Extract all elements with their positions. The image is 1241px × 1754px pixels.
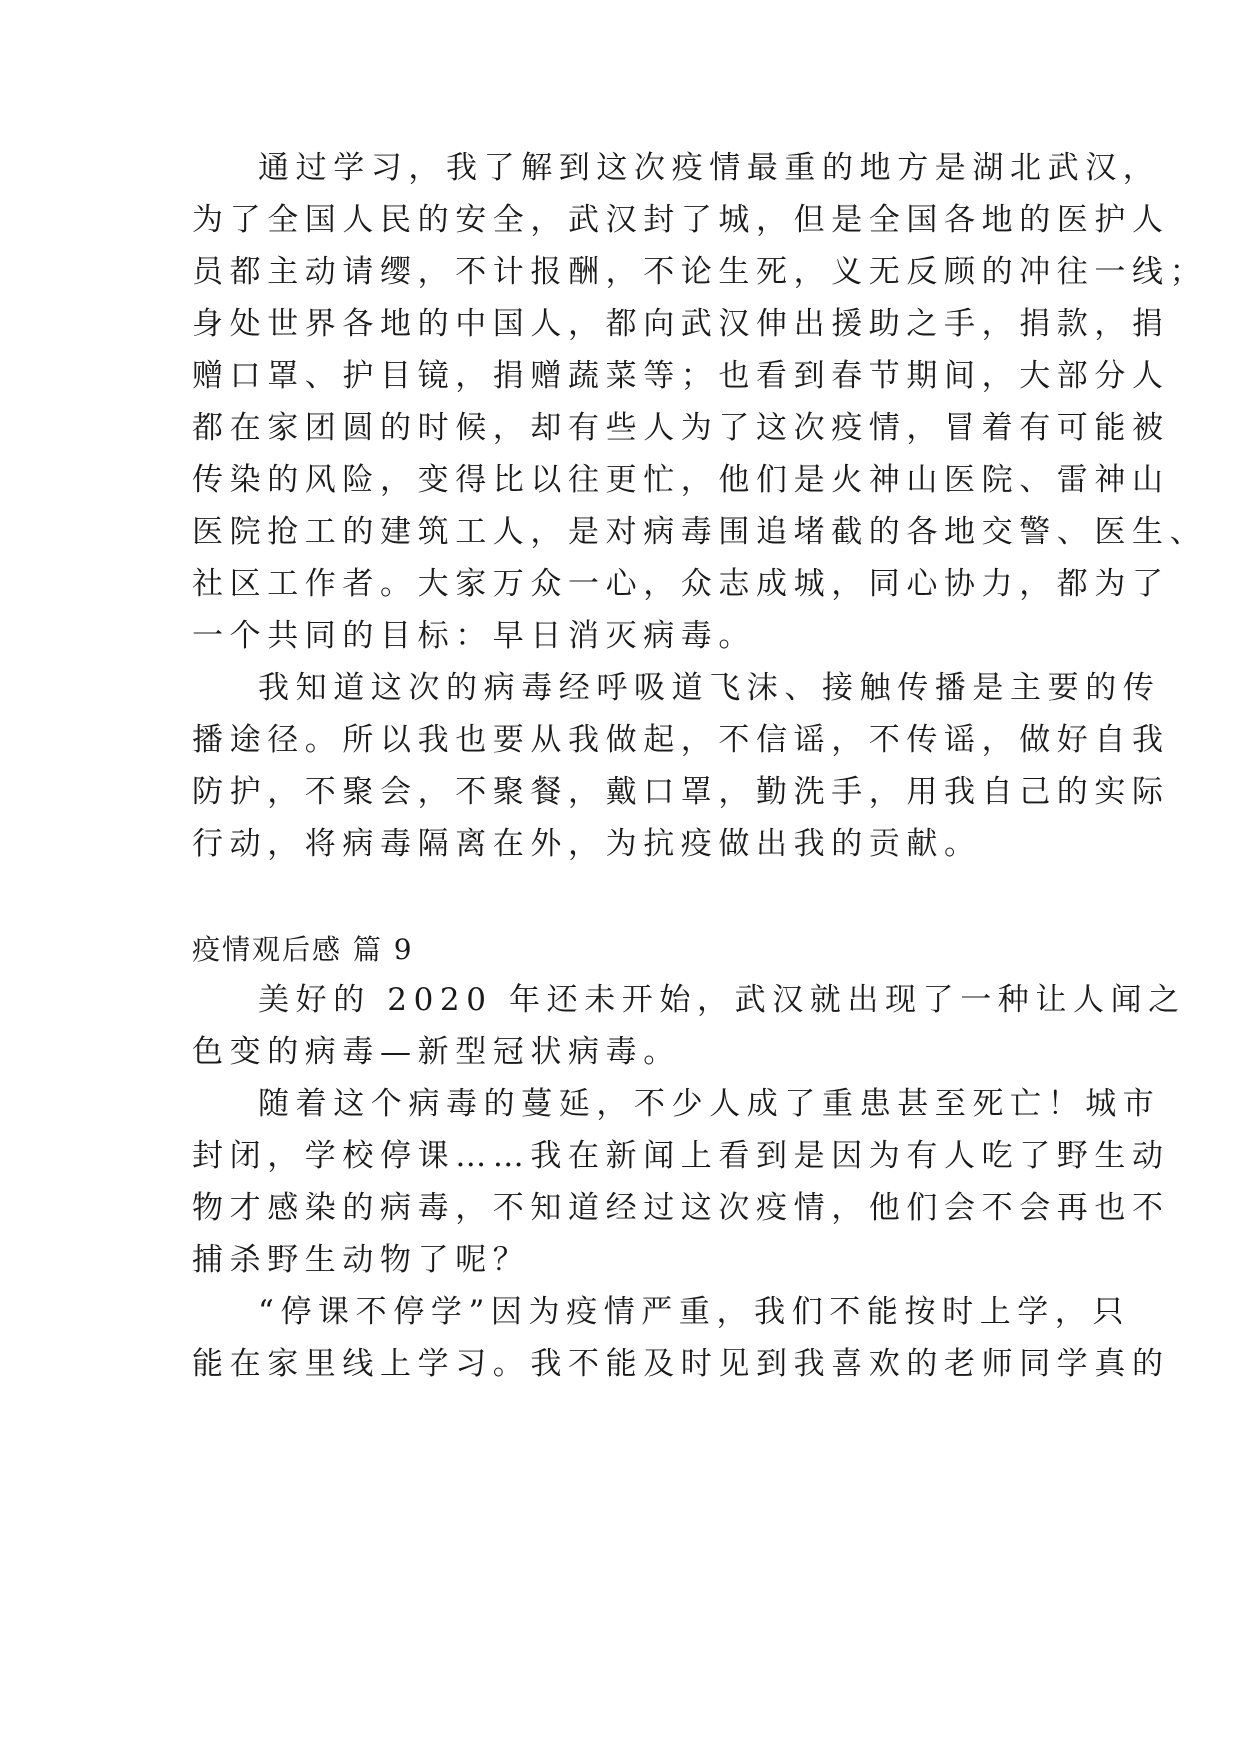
text-line: 身处世界各地的中国人，都向武汉伸出援助之手，捐款，捐: [192, 306, 1170, 342]
text-line: 一个共同的目标：早日消灭病毒。: [192, 618, 756, 654]
text-line: 员都主动请缨，不计报酬，不论生死，义无反顾的冲往一线；: [192, 254, 1208, 290]
text-line: 为了全国人民的安全，武汉封了城，但是全国各地的医护人: [192, 202, 1170, 238]
text-line: 捕杀野生动物了呢？: [192, 1242, 531, 1278]
text-line: 都在家团圆的时候，却有些人为了这次疫情，冒着有可能被: [192, 410, 1170, 446]
text-line: 通过学习，我了解到这次疫情最重的地方是湖北武汉，: [258, 150, 1161, 186]
text-line: 防护，不聚会，不聚餐，戴口罩，勤洗手，用我自己的实际: [192, 774, 1170, 810]
text-line: 赠口罩、护目镜，捐赠蔬菜等；也看到春节期间，大部分人: [192, 358, 1170, 394]
section-heading: 疫情观后感 篇 9: [192, 933, 414, 966]
text-line: 我知道这次的病毒经呼吸道飞沫、接触传播是主要的传: [258, 670, 1161, 706]
text-line: 美好的 2020 年还未开始，武汉就出现了一种让人闻之: [258, 982, 1186, 1018]
text-line: 能在家里线上学习。我不能及时见到我喜欢的老师同学真的: [192, 1346, 1170, 1382]
text-line: 社区工作者。大家万众一心，众志成城，同心协力，都为了: [192, 566, 1170, 602]
text-line: 行动，将病毒隔离在外，为抗疫做出我的贡献。: [192, 826, 982, 862]
text-line: “停课不停学”因为疫情严重，我们不能按时上学，只: [258, 1294, 1131, 1330]
text-line: 随着这个病毒的蔓延，不少人成了重患甚至死亡！城市: [258, 1086, 1161, 1122]
text-line: 物才感染的病毒，不知道经过这次疫情，他们会不会再也不: [192, 1190, 1170, 1226]
text-line: 传染的风险，变得比以往更忙，他们是火神山医院、雷神山: [192, 462, 1170, 498]
text-line: 医院抢工的建筑工人，是对病毒围追堵截的各地交警、医生、: [192, 514, 1208, 550]
text-line: 播途径。所以我也要从我做起，不信谣，不传谣，做好自我: [192, 722, 1170, 758]
text-line: 色变的病毒—新型冠状病毒。: [192, 1034, 681, 1070]
text-line: 封闭，学校停课……我在新闻上看到是因为有人吃了野生动: [192, 1138, 1170, 1174]
